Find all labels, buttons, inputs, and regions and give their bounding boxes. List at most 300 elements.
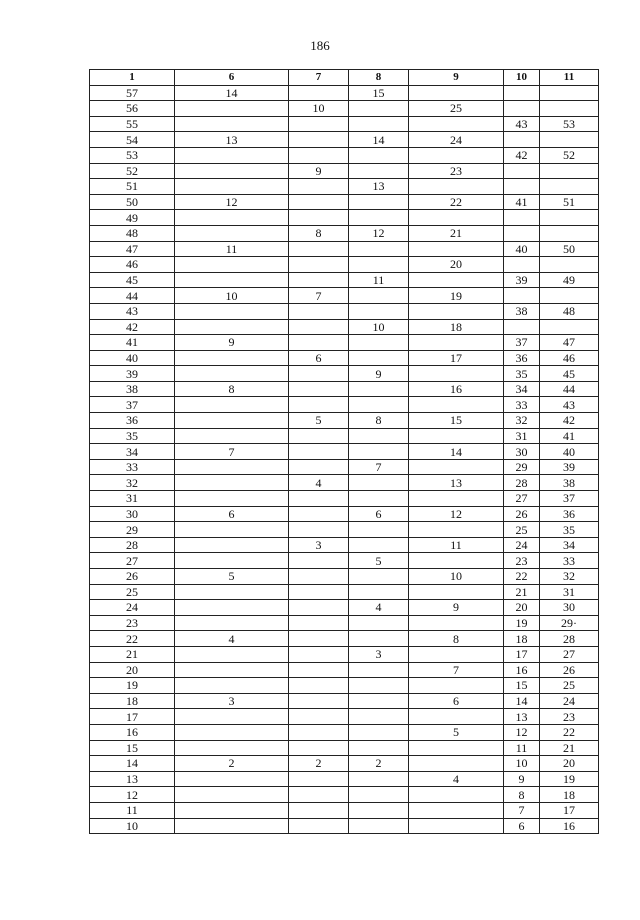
table-cell: 5: [409, 724, 504, 740]
table-cell: 15: [349, 85, 409, 101]
table-row: [90, 225, 599, 241]
table-cell: [540, 210, 599, 226]
table-cell: 25: [540, 678, 599, 694]
table-cell: [289, 179, 349, 195]
table-cell: 25: [409, 101, 504, 117]
column-header: 10: [504, 70, 540, 86]
table-cell: 5: [289, 413, 349, 429]
table-cell: 6: [349, 506, 409, 522]
table-cell: [175, 163, 289, 179]
table-cell: 23: [90, 615, 175, 631]
table-cell: 38: [540, 475, 599, 491]
table-cell: 13: [349, 179, 409, 195]
column-header: 7: [289, 70, 349, 86]
table-cell: 45: [540, 366, 599, 382]
table-cell: [289, 272, 349, 288]
table-cell: 8: [175, 381, 289, 397]
table-cell: 36: [504, 350, 540, 366]
table-cell: 6: [504, 818, 540, 834]
table-cell: [175, 428, 289, 444]
table-cell: [409, 818, 504, 834]
table-cell: 9: [289, 163, 349, 179]
table-cell: 3: [289, 537, 349, 553]
table-row: [90, 350, 599, 366]
table-cell: [349, 491, 409, 507]
table-cell: 4: [349, 600, 409, 616]
table-row: [90, 537, 599, 553]
table-cell: [289, 381, 349, 397]
table-cell: 12: [349, 225, 409, 241]
table-cell: 21: [409, 225, 504, 241]
table-cell: [175, 210, 289, 226]
table-cell: 50: [540, 241, 599, 257]
table-row: [90, 709, 599, 725]
table-row: [90, 756, 599, 772]
table-cell: 5: [349, 553, 409, 569]
table-cell: [349, 397, 409, 413]
table-row: [90, 459, 599, 475]
table-cell: [409, 802, 504, 818]
table-cell: 4: [289, 475, 349, 491]
table-cell: 34: [540, 537, 599, 553]
table-cell: 17: [504, 646, 540, 662]
table-cell: 35: [504, 366, 540, 382]
table-cell: [289, 491, 349, 507]
table-row: [90, 288, 599, 304]
table-row: [90, 444, 599, 460]
table-cell: [289, 569, 349, 585]
table-cell: 9: [175, 335, 289, 351]
table-cell: [175, 771, 289, 787]
table-cell: [175, 818, 289, 834]
column-header: 11: [540, 70, 599, 86]
table-cell: 46: [540, 350, 599, 366]
table-cell: 8: [504, 787, 540, 803]
table-cell: 11: [90, 802, 175, 818]
table-cell: 48: [90, 225, 175, 241]
table-cell: [175, 319, 289, 335]
table-cell: [175, 787, 289, 803]
table-row: [90, 740, 599, 756]
table-cell: 6: [175, 506, 289, 522]
table-cell: [289, 724, 349, 740]
table-cell: [289, 428, 349, 444]
table-cell: 22: [409, 194, 504, 210]
table-cell: [289, 132, 349, 148]
table-cell: 53: [540, 116, 599, 132]
table-cell: [504, 319, 540, 335]
table-cell: [175, 600, 289, 616]
table-cell: 55: [90, 116, 175, 132]
table-row: [90, 210, 599, 226]
table-cell: 12: [409, 506, 504, 522]
table-cell: [175, 147, 289, 163]
table-cell: [349, 522, 409, 538]
table-cell: [175, 537, 289, 553]
table-row: [90, 662, 599, 678]
table-cell: 16: [90, 724, 175, 740]
table-cell: [540, 288, 599, 304]
table-cell: [349, 693, 409, 709]
table-cell: [349, 787, 409, 803]
table-cell: 32: [90, 475, 175, 491]
table-row: [90, 724, 599, 740]
table-cell: [409, 709, 504, 725]
table-cell: 8: [349, 413, 409, 429]
table-cell: 26: [540, 662, 599, 678]
table-cell: 15: [90, 740, 175, 756]
table-cell: [175, 662, 289, 678]
table-cell: 19: [504, 615, 540, 631]
table-cell: 37: [90, 397, 175, 413]
table-cell: 15: [409, 413, 504, 429]
table-row: [90, 101, 599, 117]
table-cell: 23: [409, 163, 504, 179]
table-cell: 16: [504, 662, 540, 678]
table-cell: [175, 522, 289, 538]
table-cell: 13: [409, 475, 504, 491]
table-row: [90, 147, 599, 163]
table-cell: 44: [540, 381, 599, 397]
table-cell: [175, 413, 289, 429]
table-cell: [175, 225, 289, 241]
table-cell: 35: [90, 428, 175, 444]
table-cell: [349, 257, 409, 273]
table-cell: 35: [540, 522, 599, 538]
table-cell: [349, 350, 409, 366]
table-cell: 28: [504, 475, 540, 491]
table-cell: 40: [504, 241, 540, 257]
table-cell: 14: [349, 132, 409, 148]
table-cell: 24: [504, 537, 540, 553]
table-cell: [289, 553, 349, 569]
table-cell: 13: [175, 132, 289, 148]
table-cell: [349, 381, 409, 397]
table-row: [90, 787, 599, 803]
table-cell: 9: [504, 771, 540, 787]
table-cell: [540, 257, 599, 273]
table-row: [90, 272, 599, 288]
table-cell: [289, 319, 349, 335]
table-cell: 36: [540, 506, 599, 522]
table-cell: 39: [540, 459, 599, 475]
table-cell: 18: [409, 319, 504, 335]
table-cell: 23: [540, 709, 599, 725]
table-cell: 14: [504, 693, 540, 709]
table-cell: 51: [90, 179, 175, 195]
table-cell: 20: [409, 257, 504, 273]
table-cell: [409, 459, 504, 475]
table-cell: [289, 802, 349, 818]
page-number: 186: [310, 38, 330, 53]
table-cell: [409, 179, 504, 195]
table-cell: 51: [540, 194, 599, 210]
table-cell: 12: [175, 194, 289, 210]
table-row: [90, 506, 599, 522]
header-row: [90, 70, 599, 86]
table-cell: 22: [90, 631, 175, 647]
table-row: [90, 335, 599, 351]
table-cell: 2: [175, 756, 289, 772]
table-cell: 10: [289, 101, 349, 117]
table-cell: 39: [504, 272, 540, 288]
table-cell: [409, 615, 504, 631]
table-cell: [289, 522, 349, 538]
column-header: 8: [349, 70, 409, 86]
table-cell: [289, 397, 349, 413]
table-cell: [349, 475, 409, 491]
table-cell: [349, 241, 409, 257]
table-cell: 23: [504, 553, 540, 569]
table-cell: [349, 335, 409, 351]
table-cell: 56: [90, 101, 175, 117]
table-row: [90, 818, 599, 834]
table-cell: 36: [90, 413, 175, 429]
table-cell: 5: [175, 569, 289, 585]
table-row: [90, 319, 599, 335]
table-cell: 13: [90, 771, 175, 787]
table-cell: [349, 740, 409, 756]
table-cell: 32: [504, 413, 540, 429]
table-cell: 41: [504, 194, 540, 210]
table-cell: [289, 771, 349, 787]
table-cell: 18: [540, 787, 599, 803]
table-cell: [409, 147, 504, 163]
table-cell: 33: [90, 459, 175, 475]
table-cell: 43: [540, 397, 599, 413]
table-cell: [289, 693, 349, 709]
table-cell: [409, 756, 504, 772]
table-cell: [409, 553, 504, 569]
table-cell: [409, 335, 504, 351]
table-body: [90, 85, 599, 834]
table-cell: [349, 662, 409, 678]
table-cell: [175, 101, 289, 117]
table-cell: 9: [349, 366, 409, 382]
table-cell: 27: [504, 491, 540, 507]
table-cell: [540, 319, 599, 335]
table-cell: 19: [540, 771, 599, 787]
table-cell: [349, 724, 409, 740]
table-cell: [349, 288, 409, 304]
table-row: [90, 631, 599, 647]
table-cell: [349, 631, 409, 647]
table-cell: 10: [175, 288, 289, 304]
table-row: [90, 522, 599, 538]
table-cell: 39: [90, 366, 175, 382]
table-cell: [349, 444, 409, 460]
table-row: [90, 85, 599, 101]
table-cell: 11: [504, 740, 540, 756]
table-cell: 17: [409, 350, 504, 366]
table-cell: [409, 303, 504, 319]
table-cell: [409, 272, 504, 288]
table-cell: 32: [540, 569, 599, 585]
table-row: [90, 257, 599, 273]
table-cell: 28: [540, 631, 599, 647]
table-cell: 20: [504, 600, 540, 616]
table-cell: 49: [90, 210, 175, 226]
table-row: [90, 802, 599, 818]
table-cell: 22: [540, 724, 599, 740]
table-cell: [349, 569, 409, 585]
table-cell: [540, 179, 599, 195]
table-cell: [289, 646, 349, 662]
table-cell: [504, 179, 540, 195]
table-cell: [409, 787, 504, 803]
table-cell: 44: [90, 288, 175, 304]
table-row: [90, 475, 599, 491]
table-cell: [289, 85, 349, 101]
table-cell: 17: [540, 802, 599, 818]
table-cell: [289, 584, 349, 600]
table-cell: [289, 678, 349, 694]
table-row: [90, 413, 599, 429]
table-cell: [540, 225, 599, 241]
table-cell: 52: [90, 163, 175, 179]
table-cell: 14: [90, 756, 175, 772]
table-cell: [504, 225, 540, 241]
table-cell: [175, 724, 289, 740]
table-cell: [409, 522, 504, 538]
table-cell: 47: [540, 335, 599, 351]
table-row: [90, 646, 599, 662]
table-row: [90, 553, 599, 569]
table-cell: [175, 350, 289, 366]
table-cell: 24: [409, 132, 504, 148]
table-cell: 7: [504, 802, 540, 818]
table-cell: 13: [504, 709, 540, 725]
table-cell: 33: [540, 553, 599, 569]
table-cell: 37: [540, 491, 599, 507]
table-cell: 31: [540, 584, 599, 600]
table-cell: [349, 678, 409, 694]
table-row: [90, 600, 599, 616]
table-cell: 6: [409, 693, 504, 709]
table-cell: 16: [540, 818, 599, 834]
table-cell: [289, 662, 349, 678]
table-cell: [175, 366, 289, 382]
table-cell: [289, 303, 349, 319]
table-row: [90, 366, 599, 382]
table-cell: 43: [90, 303, 175, 319]
table-cell: [409, 740, 504, 756]
table-cell: 20: [540, 756, 599, 772]
table-cell: 31: [90, 491, 175, 507]
table-row: [90, 693, 599, 709]
table-cell: 21: [540, 740, 599, 756]
table-cell: 4: [409, 771, 504, 787]
table-cell: 42: [90, 319, 175, 335]
table-cell: 53: [90, 147, 175, 163]
table-cell: 50: [90, 194, 175, 210]
table-cell: [289, 740, 349, 756]
table-cell: [289, 631, 349, 647]
table-cell: 10: [90, 818, 175, 834]
table-cell: [175, 740, 289, 756]
table-cell: [289, 194, 349, 210]
table-cell: [540, 85, 599, 101]
table-cell: 57: [90, 85, 175, 101]
table-cell: 10: [504, 756, 540, 772]
table-cell: 12: [90, 787, 175, 803]
table-cell: 19: [409, 288, 504, 304]
table-cell: [175, 272, 289, 288]
table-cell: [504, 257, 540, 273]
table-cell: [289, 257, 349, 273]
table-cell: 30: [540, 600, 599, 616]
table-cell: 31: [504, 428, 540, 444]
table-cell: 38: [90, 381, 175, 397]
table-cell: [175, 553, 289, 569]
table-row: [90, 194, 599, 210]
table-cell: [289, 241, 349, 257]
table-cell: 25: [504, 522, 540, 538]
table-cell: [289, 116, 349, 132]
table-cell: 42: [504, 147, 540, 163]
table-cell: 2: [289, 756, 349, 772]
table-cell: 29: [90, 522, 175, 538]
table-row: [90, 491, 599, 507]
table-row: [90, 771, 599, 787]
table-cell: [289, 459, 349, 475]
table-cell: 25: [90, 584, 175, 600]
table-cell: [504, 288, 540, 304]
table-row: [90, 428, 599, 444]
table-cell: 24: [90, 600, 175, 616]
table-cell: [349, 428, 409, 444]
table-row: [90, 381, 599, 397]
table-cell: 34: [504, 381, 540, 397]
table-cell: [409, 428, 504, 444]
table-row: [90, 584, 599, 600]
table-cell: 11: [349, 272, 409, 288]
table-cell: [349, 584, 409, 600]
table-cell: [175, 475, 289, 491]
table-cell: [175, 303, 289, 319]
table-cell: [349, 709, 409, 725]
table-cell: 6: [289, 350, 349, 366]
table-cell: [175, 459, 289, 475]
table-cell: [409, 584, 504, 600]
table-cell: [289, 600, 349, 616]
table-cell: 29·: [540, 615, 599, 631]
table-cell: [349, 194, 409, 210]
table-cell: [409, 491, 504, 507]
table-cell: [409, 397, 504, 413]
table-cell: 34: [90, 444, 175, 460]
table-cell: 9: [409, 600, 504, 616]
table-cell: [349, 163, 409, 179]
table-cell: 54: [90, 132, 175, 148]
table-cell: 7: [175, 444, 289, 460]
table-cell: [289, 787, 349, 803]
table-cell: [175, 646, 289, 662]
table-cell: 29: [504, 459, 540, 475]
table-cell: 47: [90, 241, 175, 257]
table-cell: [349, 818, 409, 834]
table-cell: 16: [409, 381, 504, 397]
table-cell: [175, 257, 289, 273]
table-cell: [349, 210, 409, 226]
table-cell: [175, 179, 289, 195]
table-cell: 26: [504, 506, 540, 522]
table-cell: [540, 163, 599, 179]
table-cell: 41: [540, 428, 599, 444]
table-cell: 46: [90, 257, 175, 273]
table-row: [90, 163, 599, 179]
table-cell: 37: [504, 335, 540, 351]
